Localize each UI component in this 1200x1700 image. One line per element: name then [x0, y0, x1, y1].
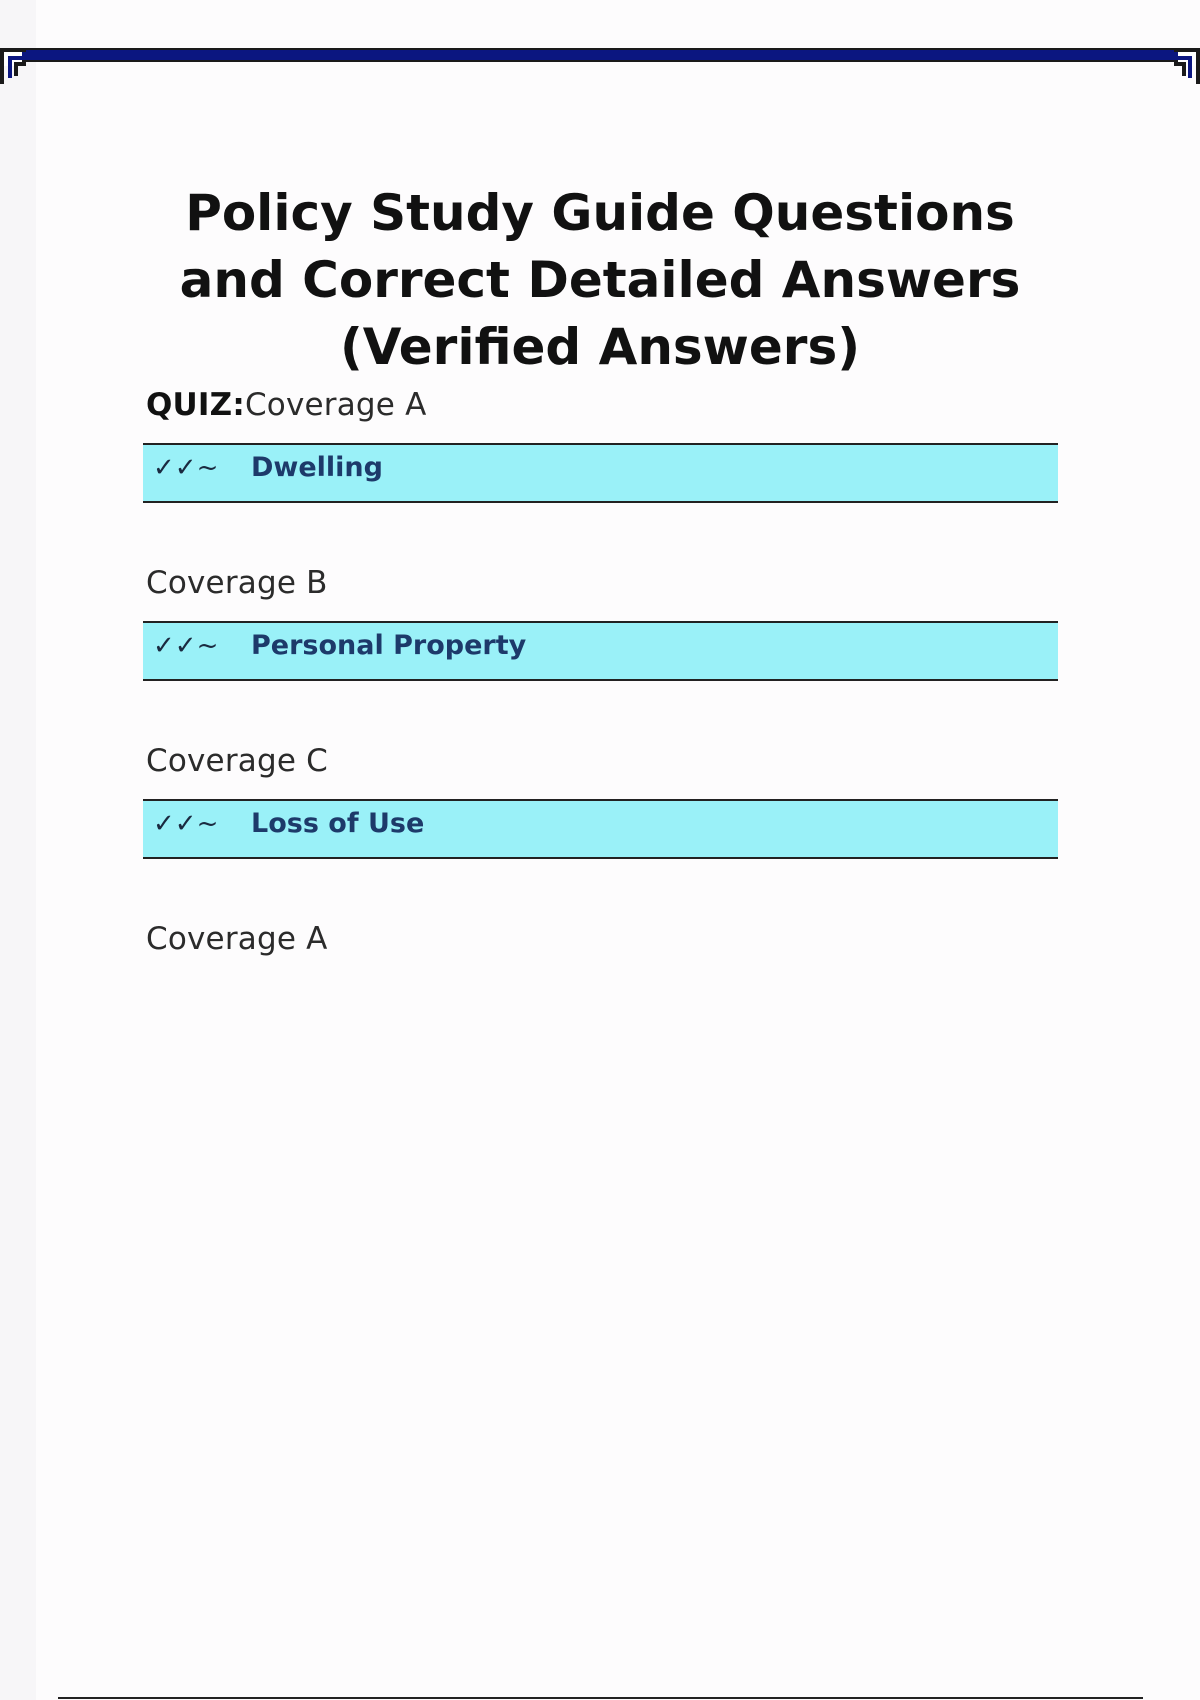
check-mark-icon: ✓✓~ [153, 809, 219, 839]
question-3 [146, 741, 328, 781]
answer-text: Personal Property [251, 630, 527, 661]
document-title: Policy Study Guide Questions and Correct Detailed Answers (Verified Answers) [179, 184, 1021, 376]
question-text: Coverage B [146, 565, 328, 601]
question-text: Coverage C [146, 743, 329, 779]
question-1 [146, 385, 427, 425]
footer-divider [58, 1697, 1143, 1699]
question-text: Coverage A [244, 387, 427, 423]
check-mark-icon: ✓✓~ [153, 631, 219, 661]
answer-text: Dwelling [251, 452, 383, 483]
answer-box [143, 443, 1058, 503]
question-2 [146, 563, 328, 603]
quiz-label: QUIZ: [146, 387, 245, 423]
answer-text: Loss of Use [251, 808, 425, 839]
decorative-page-border [0, 46, 1200, 86]
answer-box [143, 621, 1058, 681]
question-text: Coverage A [146, 921, 328, 957]
page-margin-shade [0, 0, 36, 1700]
question-4 [146, 919, 328, 959]
check-mark-icon: ✓✓~ [153, 453, 219, 483]
answer-box [143, 799, 1058, 859]
